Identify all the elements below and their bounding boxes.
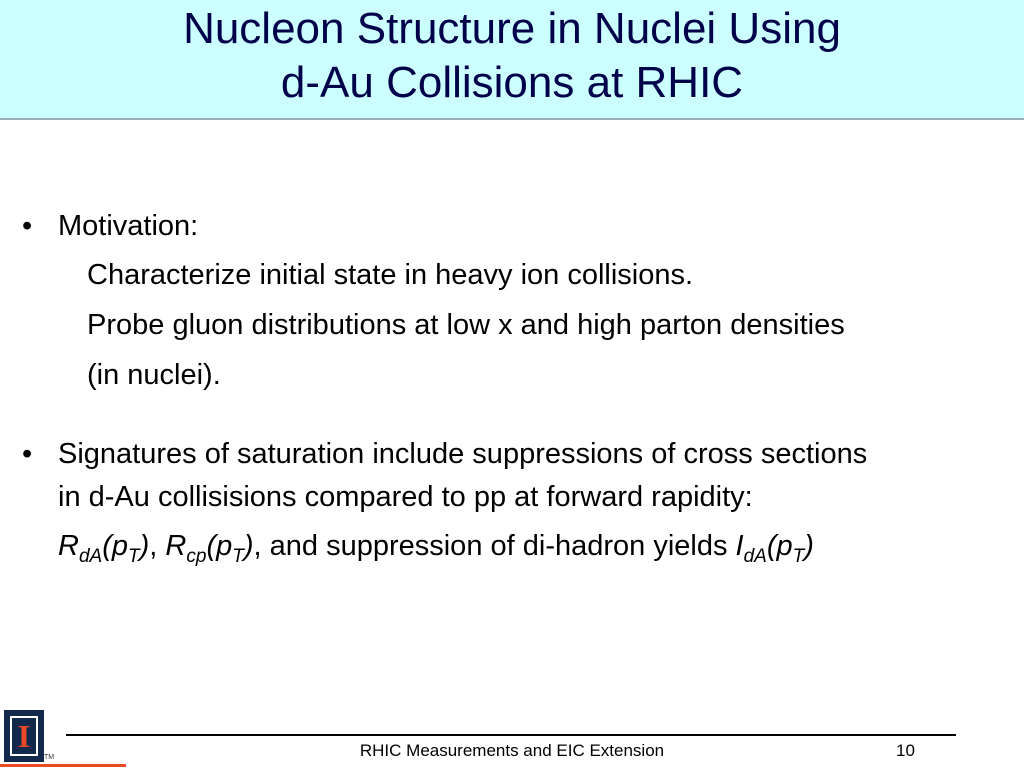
bullet-2-line-2: in d-Au collisisions compared to pp at forward rapidity: — [58, 481, 753, 513]
logo-orange-rule — [0, 764, 126, 767]
formula-middle-text: , and suppression of di-hadron yields — [253, 530, 736, 562]
logo-letter: I — [17, 718, 31, 754]
formula-ida-subscript: dA — [743, 546, 767, 567]
bullet-1-heading: Motivation: — [58, 210, 199, 242]
title-bar — [0, 0, 1024, 120]
slide-title-line-2: d-Au Collisions at RHIC — [280, 58, 744, 107]
bullet-marker-1: • — [22, 210, 33, 242]
formula-rda-symbol: R — [58, 530, 79, 562]
formula-rcp-arg-subscript: T — [232, 546, 244, 567]
bullet-2-formula-line — [58, 529, 814, 574]
footer-text: RHIC Measurements and EIC Extension — [359, 741, 665, 760]
formula-rda-arg-close: ) — [139, 530, 150, 562]
formula-ida-arg-close: ) — [804, 530, 814, 562]
formula-rcp-arg-close: ) — [243, 530, 254, 562]
logo-trademark: TM — [44, 754, 55, 761]
formula-rda-arg-subscript: T — [128, 546, 140, 567]
slide-title-line-1: Nucleon Structure in Nuclei Using — [183, 4, 841, 53]
formula-rda-arg-open: (p — [102, 530, 128, 562]
bullet-marker-2: • — [22, 438, 33, 470]
bullet-1-sub-2b: (in nuclei). — [87, 359, 221, 391]
footer-divider — [66, 734, 956, 736]
bullet-1-sub-1: Characterize initial state in heavy ion collisions. — [87, 259, 694, 291]
slide-title — [0, 2, 1024, 110]
formula-rcp-symbol: R — [165, 530, 187, 562]
formula-rcp-subscript: cp — [186, 546, 207, 567]
formula-ida-symbol: I — [735, 530, 744, 562]
formula-ida-arg-open: (p — [766, 530, 793, 562]
formula-rda-subscript: dA — [78, 546, 103, 567]
page-number: 10 — [896, 741, 915, 760]
formula-rcp-arg-open: (p — [206, 530, 233, 562]
formula-ida-arg-subscript: T — [792, 546, 805, 567]
formula-separator: , — [149, 530, 166, 562]
bullet-1-sub-2a: Probe gluon distributions at low x and high parton densities — [87, 309, 845, 341]
bullet-2-line-1: Signatures of saturation include suppressions of cross sections — [58, 438, 868, 470]
